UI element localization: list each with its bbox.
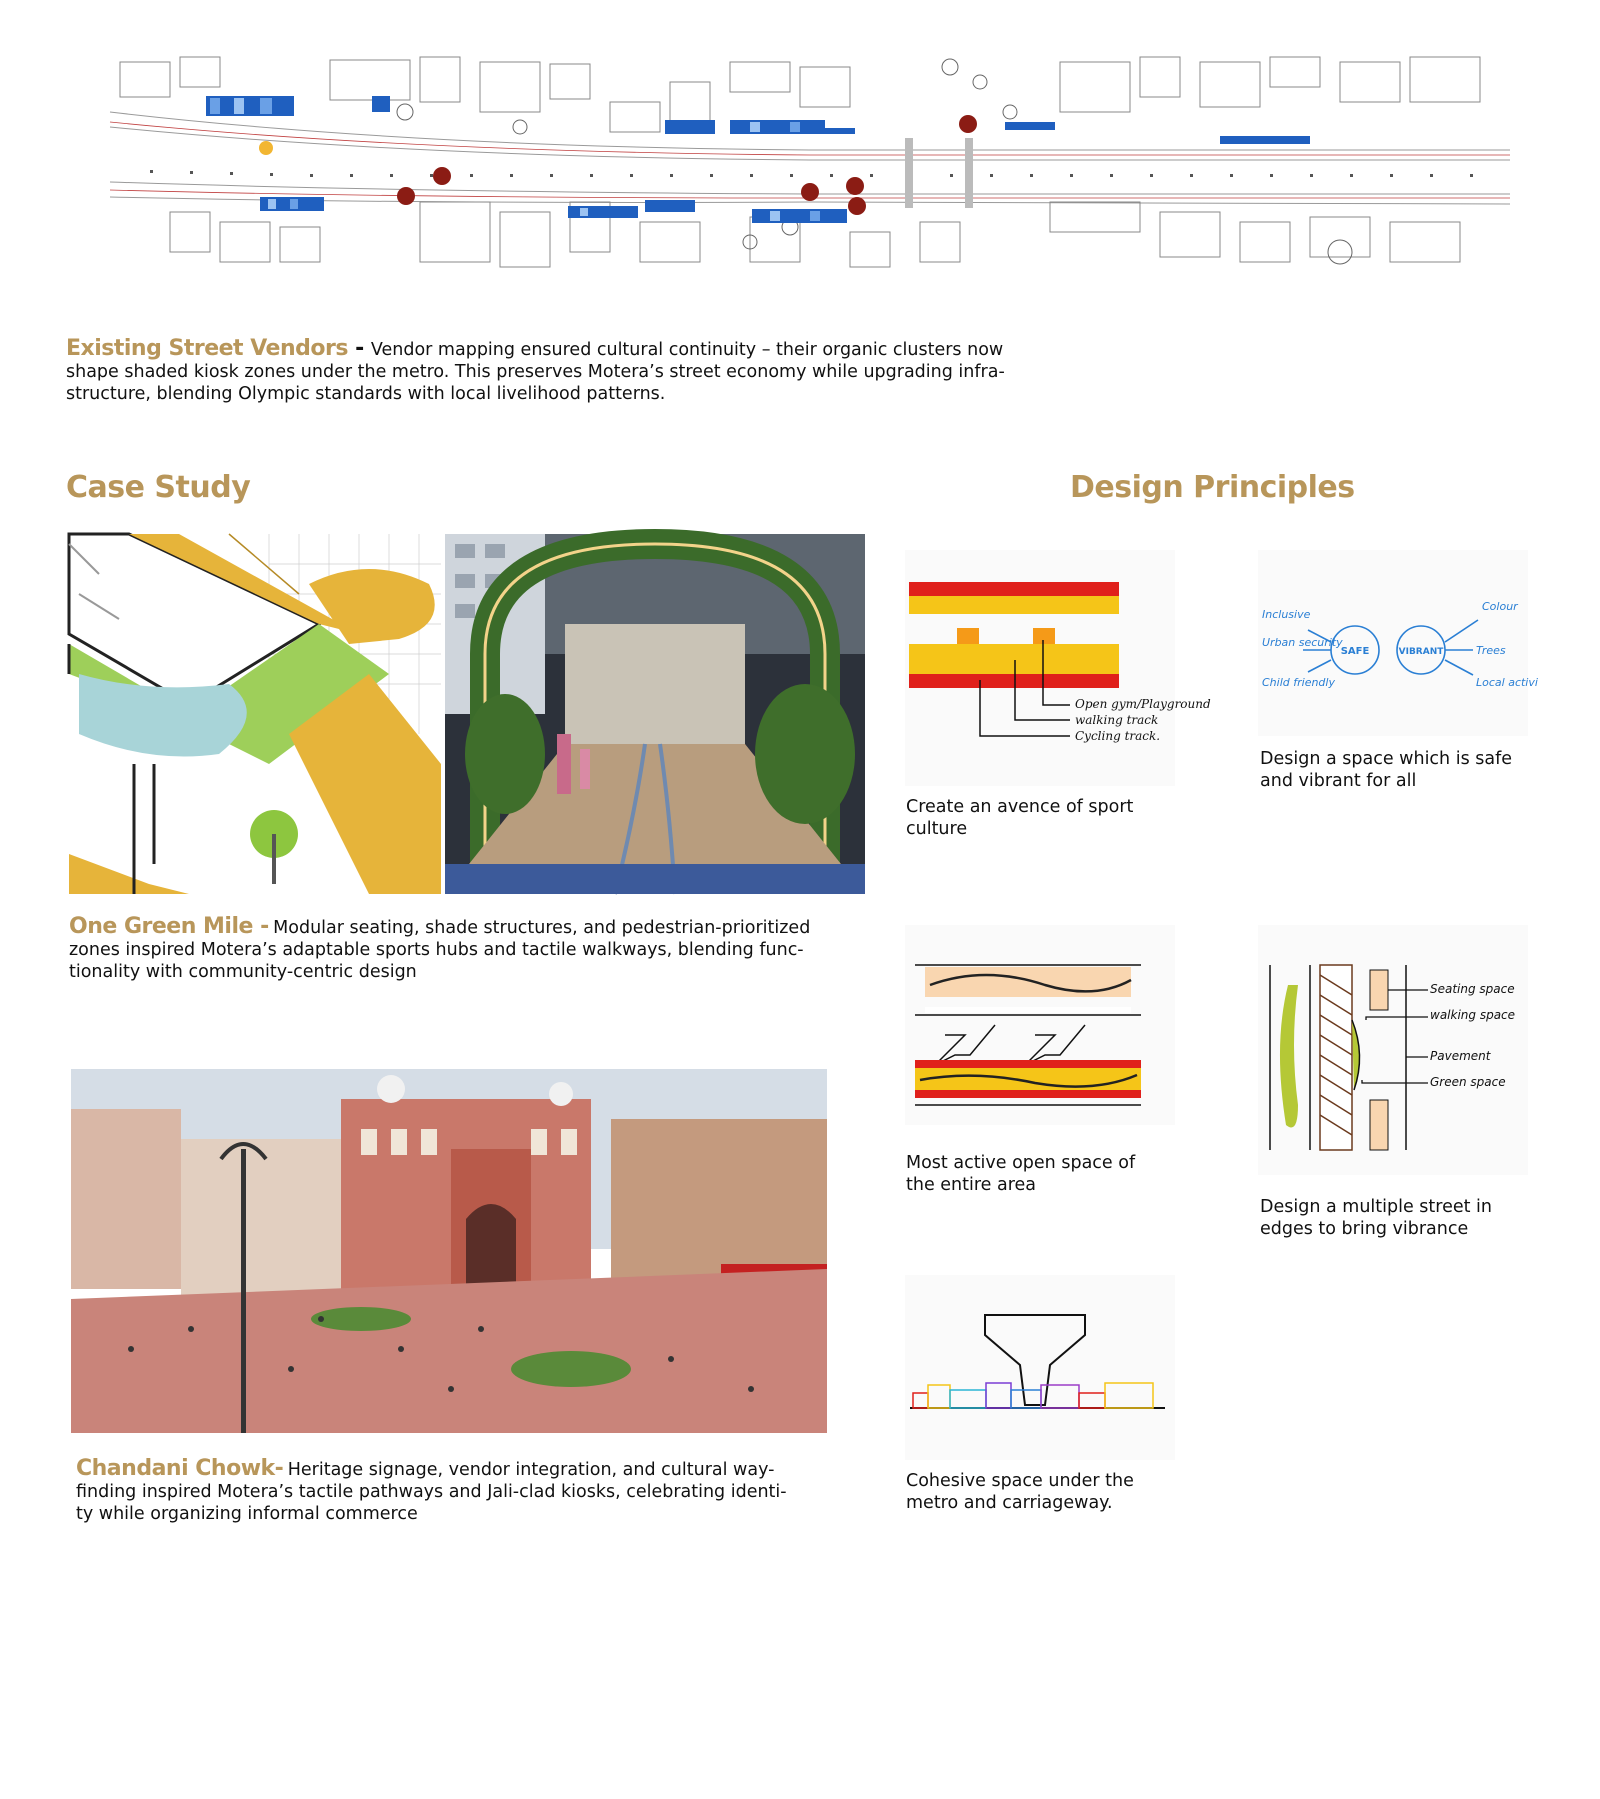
principle-2-sketch [1258, 550, 1538, 736]
green-mile-render [445, 534, 865, 894]
vendors-line-3: structure, blending Olympic standards with local livelihood patterns. [66, 384, 666, 404]
principle-4-line-2: edges to bring vibrance [1260, 1219, 1469, 1239]
green-mile-line-1: Modular seating, shade structures, and pedestrian-prioritized [273, 918, 811, 938]
p4-label-1: walking space [1430, 1008, 1516, 1022]
p2-right-label-2: Local activi [1476, 676, 1538, 689]
principle-3-caption [906, 1152, 1176, 1196]
green-mile-title: One Green Mile - [69, 914, 269, 939]
principle-1-caption [906, 796, 1176, 840]
p4-label-3: Green space [1430, 1075, 1506, 1089]
green-mile-render-drawing [445, 534, 865, 894]
principle-3-line-1: Most active open space of [906, 1153, 1136, 1173]
p1-label-0: Open gym/Playground [1075, 697, 1211, 711]
design-principles-heading: Design Principles [1070, 470, 1355, 505]
green-mile-line-2: zones inspired Motera’s adaptable sports hubs and tactile walkways, blending func- [69, 940, 804, 960]
p1-label-1: walking track [1075, 713, 1159, 727]
vendors-title: Existing Street Vendors [66, 336, 348, 361]
cohesive-space-sketch [905, 1275, 1175, 1460]
vendors-dash: - [347, 336, 371, 361]
chandani-caption [76, 1456, 876, 1525]
chandani-line-3: ty while organizing informal commerce [76, 1504, 418, 1524]
chandani-line-1: Heritage signage, vendor integration, and cultural way- [287, 1460, 775, 1480]
vendor-map-drawing [110, 52, 1510, 278]
chandani-chowk-photo [71, 1069, 827, 1433]
vibrant-label: VIBRANT [1398, 647, 1444, 657]
p2-left-label-1: Urban security [1262, 636, 1343, 649]
vendor-map [110, 52, 1510, 278]
chandani-line-2: finding inspired Motera’s tactile pathways and Jali-clad kiosks, celebrating identi- [76, 1482, 787, 1502]
p2-right-label-0: Colour [1482, 600, 1518, 613]
principle-4-caption [1260, 1196, 1540, 1240]
sport-culture-sketch [905, 550, 1211, 786]
p2-left-label-2: Child friendly [1262, 676, 1335, 689]
principle-2-caption [1260, 748, 1540, 792]
chandani-chowk-drawing [71, 1069, 827, 1433]
vendors-caption [66, 336, 1066, 405]
principle-1-sketch [905, 550, 1211, 786]
principle-4-sketch [1258, 925, 1528, 1175]
principle-5-sketch [905, 1275, 1175, 1460]
safe-vibrant-sketch [1258, 550, 1538, 736]
multiple-street-sketch [1258, 925, 1528, 1175]
green-mile-line-3: tionality with community-centric design [69, 962, 417, 982]
active-open-space-sketch [905, 925, 1175, 1125]
green-mile-caption [69, 914, 869, 983]
principle-5-caption [906, 1470, 1186, 1514]
case-study-heading: Case Study [66, 470, 251, 505]
principle-1-line-1: Create an avence of sport [906, 797, 1134, 817]
p2-left-label-0: Inclusive [1262, 608, 1311, 621]
chandani-title: Chandani Chowk- [76, 1456, 284, 1481]
vendors-line-2: shape shaded kiosk zones under the metro. This preserves Motera’s street economy while upgrading infra- [66, 362, 1005, 382]
vendors-line-1: Vendor mapping ensured cultural continuity – their organic clusters now [370, 340, 1004, 360]
p4-label-2: Pavement [1430, 1049, 1491, 1063]
axonometric-drawing [69, 534, 441, 894]
principle-3-sketch [905, 925, 1175, 1125]
principle-5-line-2: metro and carriageway. [906, 1493, 1113, 1513]
p4-label-0: Seating space [1430, 982, 1515, 996]
principle-2-line-2: and vibrant for all [1260, 771, 1417, 791]
green-mile-axonometric [69, 534, 441, 894]
p2-right-label-1: Trees [1476, 644, 1506, 657]
principle-3-line-2: the entire area [906, 1175, 1037, 1195]
principle-2-line-1: Design a space which is safe [1260, 749, 1513, 769]
principle-5-line-1: Cohesive space under the [906, 1471, 1134, 1491]
principle-4-line-1: Design a multiple street in [1260, 1197, 1492, 1217]
principle-1-line-2: culture [906, 819, 968, 839]
p1-label-2: Cycling track. [1075, 729, 1161, 743]
safe-label: SAFE [1340, 646, 1370, 657]
